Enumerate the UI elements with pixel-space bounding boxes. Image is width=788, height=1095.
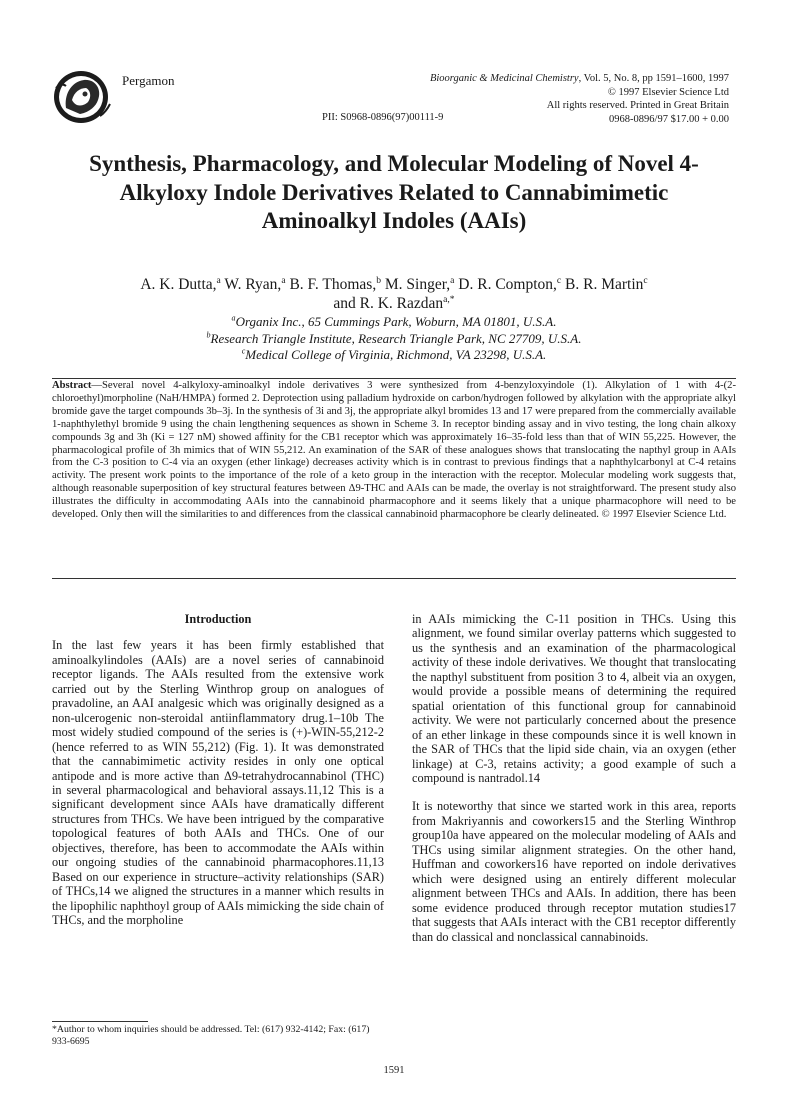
article-title: Synthesis, Pharmacology, and Molecular Modeling of Novel 4-Alkyloxy Indole Derivatives Related to Cannabimimetic Aminoalkyl Indoles (AAIs): [89, 151, 699, 233]
affiliation: $^a$Organix Inc., 65 Cummings Park, Woburn, MA 01801, U.S.A.: [231, 313, 557, 329]
author-name: B. R. Martin: [561, 276, 644, 293]
affiliation: $^c$Medical College of Virginia, Richmond, VA 23298, U.S.A.: [241, 346, 547, 362]
abstract-bottom-rule: [52, 578, 736, 579]
pergamon-logo: [52, 68, 114, 126]
footnote: *Author to whom inquiries should be addressed. Tel: (617) 932-4142; Fax: (617) 933-6695: [52, 1024, 370, 1047]
author-list: [60, 275, 728, 313]
author-affil-mark: c: [556, 274, 562, 286]
abstract-text: —Several novel 4-alkyloxy-aminoalkyl indole derivatives 3 were synthesized from 4-benzyloxyindole (1). Alkylation of 1 with 4-(2-chloroethyl)morpholine (NaH/HMPA) formed 2. Deprotection using palladium hydroxide on carbon/hydrogen followed by alkylation with the appropriate alkyl bromide gave the target compounds 3b–3j. In the synthesis of 3i and 3j, the appropriate alkyl bromides 13 and 17 were prepared from the commercially available 1-naphthylethyl bromide 9 using the chain lengthening sequences as shown in Scheme 3. In receptor binding assay and in vivo testing, the long chain alkoxy compounds 3g and 3h (Ki = 127 nM) showed affinity for the CB1 receptor which was approximately 16–35-fold less than that of WIN 55,225. However, the pharmacological profile of 3h mimics that of WIN 55,212. An examination of the SAR of these analogues shows that translocating the napthyl group in AAIs from the C-3 position to C-4 via an oxygen (ether linkage) decreases activity which is in contrast to previous findings that a naphthylcarbonyl at C-4 retains activity. The present work points to the importance of the role of a keto group in the interaction with the receptor. Molecular modeling work suggests that, although reasonable superposition of key structural features between Δ9-THC and AAIs can be made, the overlay is not straightforward. The present study also illustrates the difficulty in accommodating AAIs into the cannabinoid pharmacophore and it seems likely that a unique pharmacophore will need to be developed. Only then will the similarities to and differences from the classical cannabinoid pharmacophore be clearly delineated. © 1997 Elsevier Science Ltd.: [52, 380, 736, 521]
page-number: 1591: [383, 1065, 405, 1076]
journal-citation: [430, 72, 729, 126]
paragraph: In the last few years it has been firmly established that aminoalkylindoles (AAIs) are a novel series of cannabinoid receptor ligands. The AAIs resulted from the extensive work carried out by the Sterling Winthrop group on analogues of pravadoline, an AAI analgesic which was originally designed as a non-ulcerogenic non-steroidal antiinflammatory drug.1–10b The most widely studied compound of the series is (+)-WIN-55,212-2 (hence referred to as WIN 55,212) (Fig. 1). It was demonstrated that the cannabimimetic activity resides in only one optical antipode and is more active than Δ9-tetrahydrocannabinol (THC) in several pharmacological and behavioral assays.11,12 This is a significant development since AAIs have dramatically different structures from THCs. We have been intrigued by the comparative topological features of both AAIs and THCs. One of our objectives, therefore, has been to accommodate the AAIs within our ongoing studies of the cannabinoid pharmacophores.11,13 Based on our experience in structure–activity relationships (SAR) of THCs,14 we aligned the structures in a manner which results in the lipophilic naphthoyl group of AAIs mimicking the side chain of THCs, and the morpholine: [52, 638, 384, 928]
author-affil-mark: a: [450, 274, 455, 286]
copyright-line: © 1997 Elsevier Science Ltd: [607, 86, 729, 98]
right-column: [412, 612, 736, 944]
author-name: A. K. Dutta,: [140, 276, 217, 293]
author-name: D. R. Compton,: [454, 276, 557, 293]
author-name: W. Ryan,: [220, 276, 282, 293]
author-name: M. Singer,: [381, 276, 451, 293]
paragraph: It is noteworthy that since we started work in this area, reports from Makriyannis and coworkers15 and the Sterling Winthrop group10a have appeared on the molecular modeling of AAIs and THCs using similar alignment strategies. On the other hand, Huffman and coworkers16 have reported on indole derivatives which were designed using an entirely different molecular alignment between THCs and AAIs. In addition, there has been some evidence produced through receptor mutation studies17 that suggests that AAIs interact with the CB1 receptor differently than do classical and nonclassical cannabinoids.: [412, 799, 736, 944]
abstract-label: Abstract: [52, 380, 92, 391]
pii-code: PII: S0968-0896(97)00111-9: [322, 112, 444, 123]
publisher-name: Pergamon: [122, 73, 175, 88]
journal-name: Bioorganic & Medicinal Chemistry: [429, 73, 579, 84]
price-code: 0968-0896/97 $17.00 + 0.00: [609, 113, 729, 125]
author-affil-mark: a: [216, 274, 221, 286]
author-name: B. F. Thomas,: [285, 276, 377, 293]
author-affil-mark: b: [376, 274, 381, 286]
footnote-rule: [52, 1021, 148, 1022]
author-affil-mark: c: [643, 274, 648, 286]
left-column: [52, 612, 384, 928]
affiliation-list: [60, 314, 728, 364]
affiliation: $^b$Research Triangle Institute, Research Triangle Park, NC 27709, U.S.A.: [206, 330, 582, 346]
abstract-top-rule: [52, 378, 736, 379]
author-name: and R. K. Razdan: [333, 295, 444, 312]
author-affil-mark: a,*: [443, 293, 455, 305]
paragraph: in AAIs mimicking the C-11 position in THCs. Using this alignment, we found similar overlay patterns which suggested to us the synthesis and an examination of the pharmacological activity of these indole derivatives. We thought that translocating the napthyl substituent from position 3 to 4, albeit via an oxygen, would provide a possible means of determining the required spatial orientation of this functional group for cannabinoid activity. We were not particularly concerned about the presence of an ether linkage in these compounds since it is well known in the SAR of THCs that the lipid side chain, via an oxygen (ether linkage) at C-3, retains activity; a good example of such a compound is nantradol.14: [412, 612, 736, 785]
abstract: [52, 380, 736, 522]
section-heading-introduction: Introduction: [184, 612, 252, 626]
author-affil-mark: a: [281, 274, 286, 286]
journal-volume: , Vol. 5, No. 8, pp 1591–1600, 1997: [578, 73, 729, 84]
rights-line: All rights reserved. Printed in Great Britain: [546, 100, 729, 111]
